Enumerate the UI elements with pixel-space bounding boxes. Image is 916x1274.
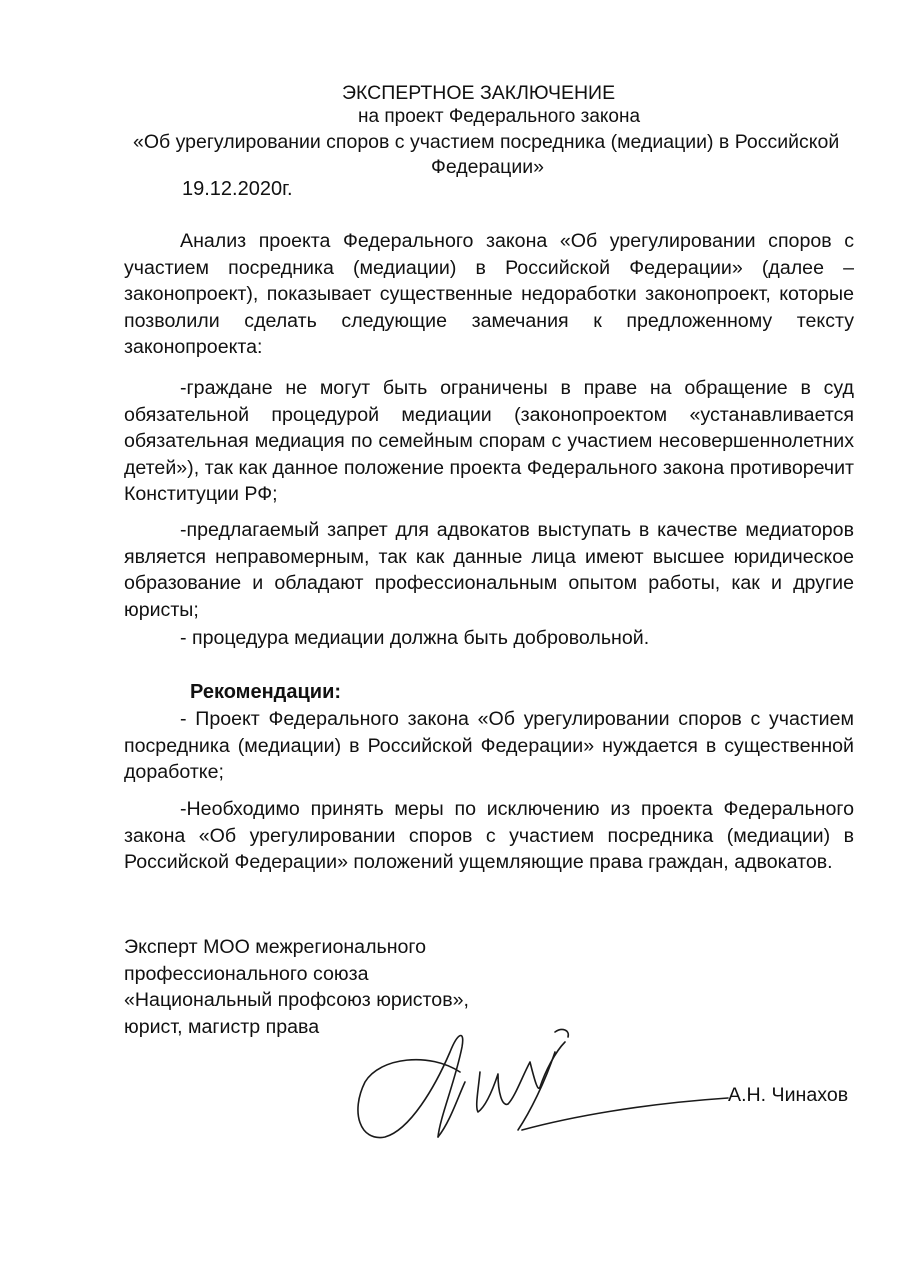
- handwritten-signature: [340, 1012, 740, 1162]
- recommendation-item: - Проект Федерального закона «Об урегулировании споров с участием посредника (медиации) в Российской Федерации» нуждается в существенной доработке;: [124, 708, 854, 783]
- recommendations-heading: Рекомендации:: [190, 681, 342, 703]
- law-name-line1: «Об урегулировании споров с участием посредника (медиации) в Российской: [133, 131, 840, 153]
- signatory-line: юрист, магистр права: [124, 1015, 320, 1038]
- document-subtitle: на проект Федерального закона: [358, 106, 641, 127]
- document-title: ЭКСПЕРТНОЕ ЗАКЛЮЧЕНИЕ: [342, 82, 616, 104]
- intro-paragraph: Анализ проекта Федерального закона «Об урегулировании споров с участием посредника (медиации) в Российской Федерации» (далее – законопроект), показывает существенные недоработки законопроект, которые позволили сделать следующие замечания к предложенному тексту законопроекта:: [124, 230, 854, 358]
- recommendation-item: -Необходимо принять меры по исключению из проекта Федерального закона «Об урегулировании споров с участием посредника (медиации) в Российской Федерации» положений ущемляющие права граждан, адвокатов.: [124, 798, 854, 873]
- signatory-line: «Национальный профсоюз юристов»,: [124, 989, 469, 1011]
- remark-item: -граждане не могут быть ограничены в праве на обращение в суд обязательной процедурой медиации (законопроектом «устанавливается обязательная медиация по семейным спорам с участием несовершеннолетних детей»), так как данное положение проекта Федерального закона противоречит Конституции РФ;: [124, 377, 854, 505]
- document-date: 19.12.2020г.: [182, 178, 293, 200]
- signatory-name: А.Н. Чинахов: [728, 1084, 849, 1106]
- signatory-line: Эксперт МОО межрегионального: [124, 936, 427, 958]
- signatory-line: профессионального союза: [124, 962, 369, 985]
- law-name-line2: Федерации»: [431, 156, 544, 178]
- remark-item: - процедура медиации должна быть добровольной.: [180, 627, 650, 649]
- remark-item: -предлагаемый запрет для адвокатов выступать в качестве медиаторов является неправомерным, так как данные лица имеют высшее юридическое образование и обладают профессиональным опытом работы, как и другие юристы;: [124, 519, 854, 621]
